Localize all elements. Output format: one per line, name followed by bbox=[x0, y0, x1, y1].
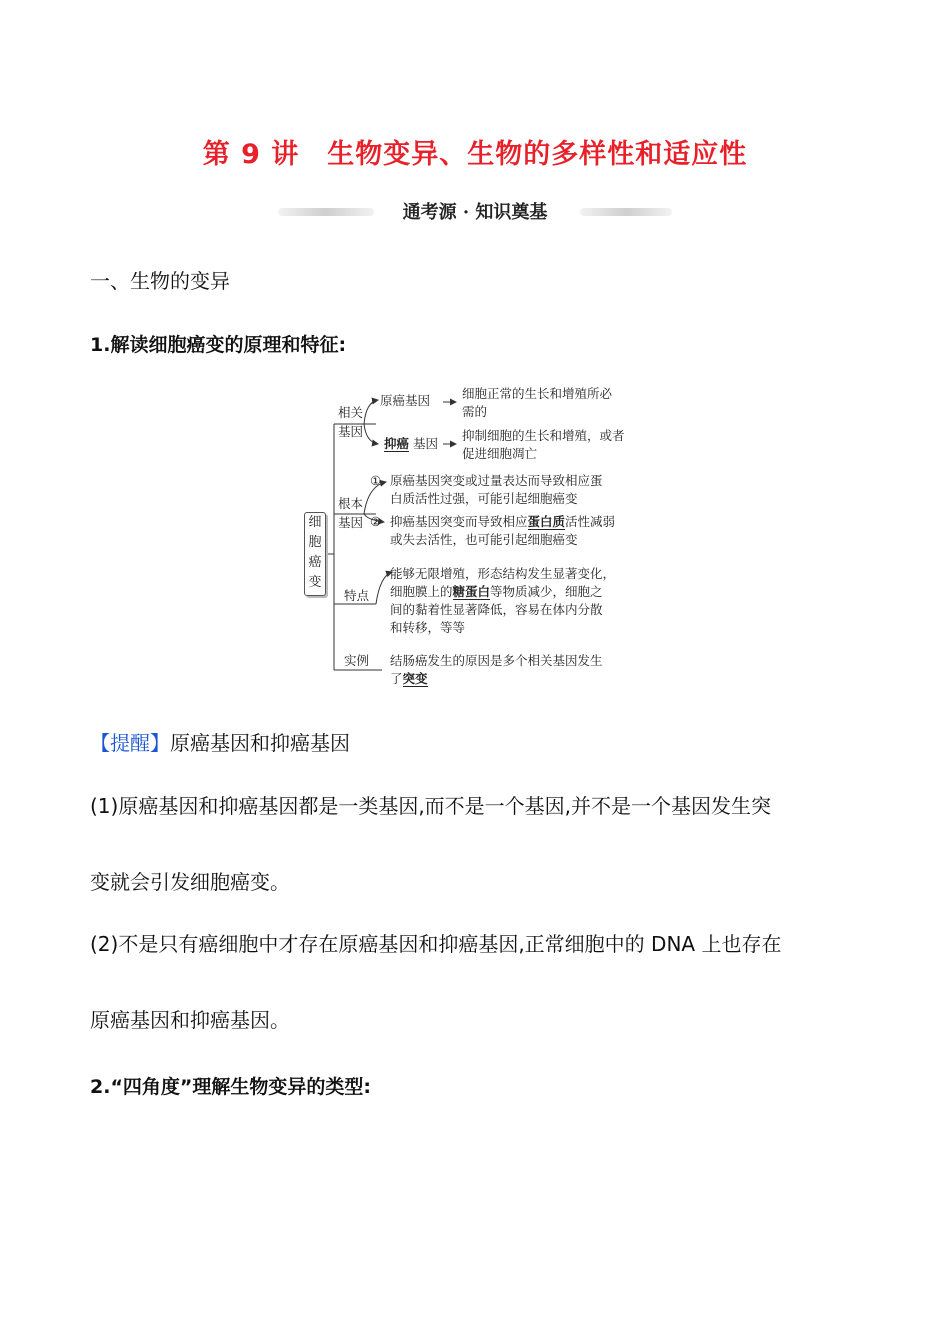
paragraph-2-line-1: (2)不是只有癌细胞中才存在原癌基因和抑癌基因,正常细胞中的 DNA 上也存在 bbox=[90, 932, 782, 956]
arrow-to-proto bbox=[364, 400, 378, 424]
cause1-line-1: 原癌基因突变或过量表达而导致相应蛋 bbox=[390, 473, 603, 488]
subsection-heading: 1.解读细胞癌变的原理和特征: bbox=[90, 334, 347, 356]
features-line-1: 能够无限增殖，形态结构发生显著变化， bbox=[390, 566, 616, 581]
paragraph-2-line-2: 原癌基因和抑癌基因。 bbox=[90, 1008, 290, 1032]
cause2-pre-text: 抑癌基因突变而导致相应 bbox=[390, 514, 528, 529]
suppressor-rest-text: 基因 bbox=[413, 436, 439, 451]
features-line-4: 和转移，等等 bbox=[390, 620, 466, 635]
suppressor-bold-text: 抑癌 bbox=[384, 436, 410, 451]
paragraph-1-line-2: 变就会引发细胞癌变。 bbox=[90, 870, 290, 894]
section-banner bbox=[278, 198, 672, 228]
example-pre-text: 了 bbox=[390, 671, 403, 686]
example-bold-text: 突变 bbox=[402, 671, 428, 686]
features-post-text: 等物质减少，细胞之 bbox=[490, 584, 603, 599]
cause2-line-2: 或失去活性，也可能引起细胞癌变 bbox=[390, 532, 578, 547]
cause2-post-text: 活性减弱 bbox=[565, 514, 616, 529]
features-pre-text: 细胞膜上的 bbox=[390, 584, 453, 599]
features-line-2 bbox=[390, 583, 603, 601]
banner-text: 通考源 · 知识奠基 bbox=[402, 202, 548, 223]
branch-related-label-1: 相关 bbox=[338, 405, 364, 420]
root-char: 变 bbox=[308, 575, 322, 590]
cause2-bold-text: 蛋白质 bbox=[527, 514, 566, 529]
section-heading: 一、生物的变异 bbox=[90, 269, 230, 293]
suppressor-gene-label bbox=[384, 435, 438, 453]
example-line-2 bbox=[390, 670, 428, 688]
cause2-line-1 bbox=[390, 513, 615, 531]
branch-root-cause-label-2: 基因 bbox=[338, 515, 364, 530]
page-title: 第 9 讲 生物变异、生物的多样性和适应性 bbox=[202, 139, 748, 170]
cause1-number: ① bbox=[370, 473, 382, 488]
suppressor-desc-line-2: 促进细胞凋亡 bbox=[462, 446, 538, 461]
proto-desc-line-2: 需的 bbox=[462, 404, 488, 419]
features-line-3: 间的黏着性显著降低，容易在体内分散 bbox=[390, 602, 603, 617]
reminder-tag: 【提醒】 bbox=[90, 731, 170, 755]
proto-gene-label: 原癌基因 bbox=[380, 393, 431, 408]
cause2-number: ② bbox=[370, 514, 382, 529]
root-char: 癌 bbox=[308, 555, 322, 570]
example-line-1: 结肠癌发生的原因是多个相关基因发生 bbox=[390, 653, 603, 668]
cause1-line-2: 白质活性过强，可能引起细胞癌变 bbox=[390, 491, 578, 506]
features-bold-text: 糖蛋白 bbox=[452, 584, 491, 599]
arrow-to-suppressor bbox=[364, 424, 378, 444]
root-char: 细 bbox=[308, 515, 322, 530]
branch-root-cause-label-1: 根本 bbox=[338, 496, 364, 511]
root-node-box bbox=[304, 512, 326, 596]
cancer-concept-diagram bbox=[296, 378, 666, 690]
reminder-line bbox=[90, 727, 350, 756]
branch-features-label: 特点 bbox=[344, 588, 370, 603]
proto-desc-line-1: 细胞正常的生长和增殖所必 bbox=[462, 386, 613, 401]
branch-example-label: 实例 bbox=[344, 653, 370, 668]
paragraph-1-line-1: (1)原癌基因和抑癌基因都是一类基因,而不是一个基因,并不是一个基因发生突 bbox=[90, 794, 772, 818]
branch-related-label-2: 基因 bbox=[338, 424, 364, 439]
suppressor-desc-line-1: 抑制细胞的生长和增殖，或者 bbox=[462, 428, 625, 443]
subsection-heading-2: 2.“四角度”理解生物变异的类型: bbox=[90, 1076, 372, 1098]
reminder-text: 原癌基因和抑癌基因 bbox=[170, 731, 350, 755]
root-char: 胞 bbox=[308, 535, 322, 550]
